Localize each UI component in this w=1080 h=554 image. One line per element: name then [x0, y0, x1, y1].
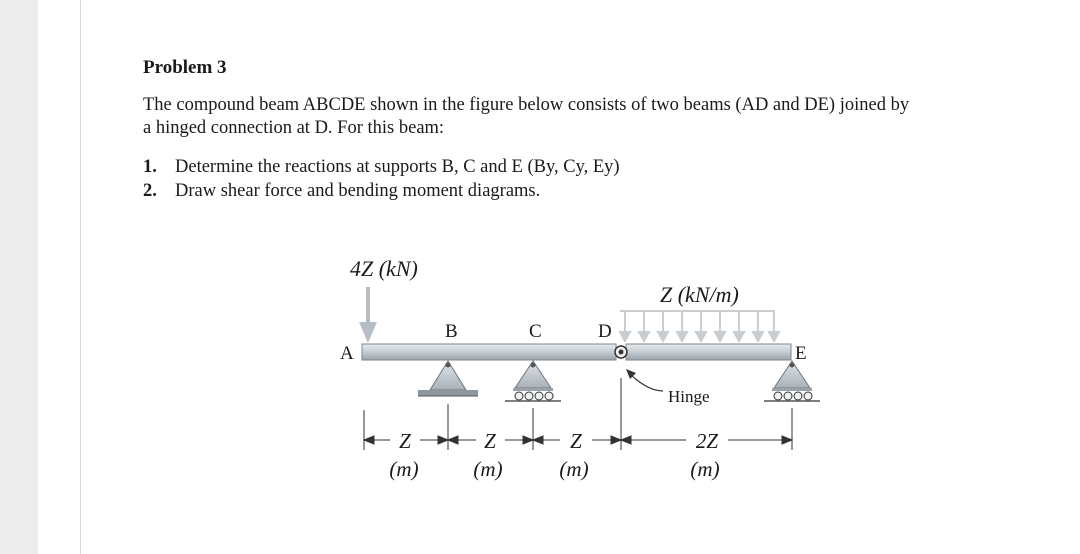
problem-title: Problem 3 — [143, 57, 227, 78]
dimension-unit-cd: (m) — [559, 457, 589, 481]
dimension-unit-ab: (m) — [389, 457, 419, 481]
task-text: Draw shear force and bending moment diagrams. — [175, 181, 541, 201]
point-label-b: B — [445, 321, 458, 342]
point-load-label: 4Z (kN) — [350, 256, 418, 281]
description-line-1: The compound beam ABCDE shown in the figure below consists of two beams (AD and DE) joined by — [143, 95, 910, 115]
hinge-d-icon — [615, 346, 627, 358]
distributed-load-arrows — [620, 311, 779, 341]
task-text: Determine the reactions at supports B, C and E (By, Cy, Ey) — [175, 157, 620, 177]
roller-support-c-icon — [505, 361, 561, 401]
dimension-value-bc: Z — [484, 429, 496, 453]
beam-ad — [362, 344, 616, 360]
task-number: 1. — [143, 157, 157, 177]
hinge-label: Hinge — [668, 387, 710, 406]
dimension-value-cd: Z — [570, 429, 582, 453]
point-load-arrow — [359, 287, 377, 343]
distributed-load-label: Z (kN/m) — [660, 282, 739, 307]
beam-de — [626, 344, 791, 360]
point-label-c: C — [529, 321, 542, 342]
point-label-a: A — [340, 343, 354, 364]
point-label-d: D — [598, 321, 612, 342]
task-number: 2. — [143, 181, 157, 201]
description-line-2: a hinged connection at D. For this beam: — [143, 118, 445, 138]
point-label-e: E — [795, 343, 807, 364]
dimension-value-de: 2Z — [695, 429, 719, 453]
roller-support-e-icon — [764, 361, 820, 401]
hinge-callout-line — [630, 374, 663, 391]
dimension-unit-de: (m) — [690, 457, 720, 481]
pin-support-b-icon — [418, 361, 478, 396]
dimension-value-ab: Z — [399, 429, 411, 453]
dimension-unit-bc: (m) — [473, 457, 503, 481]
